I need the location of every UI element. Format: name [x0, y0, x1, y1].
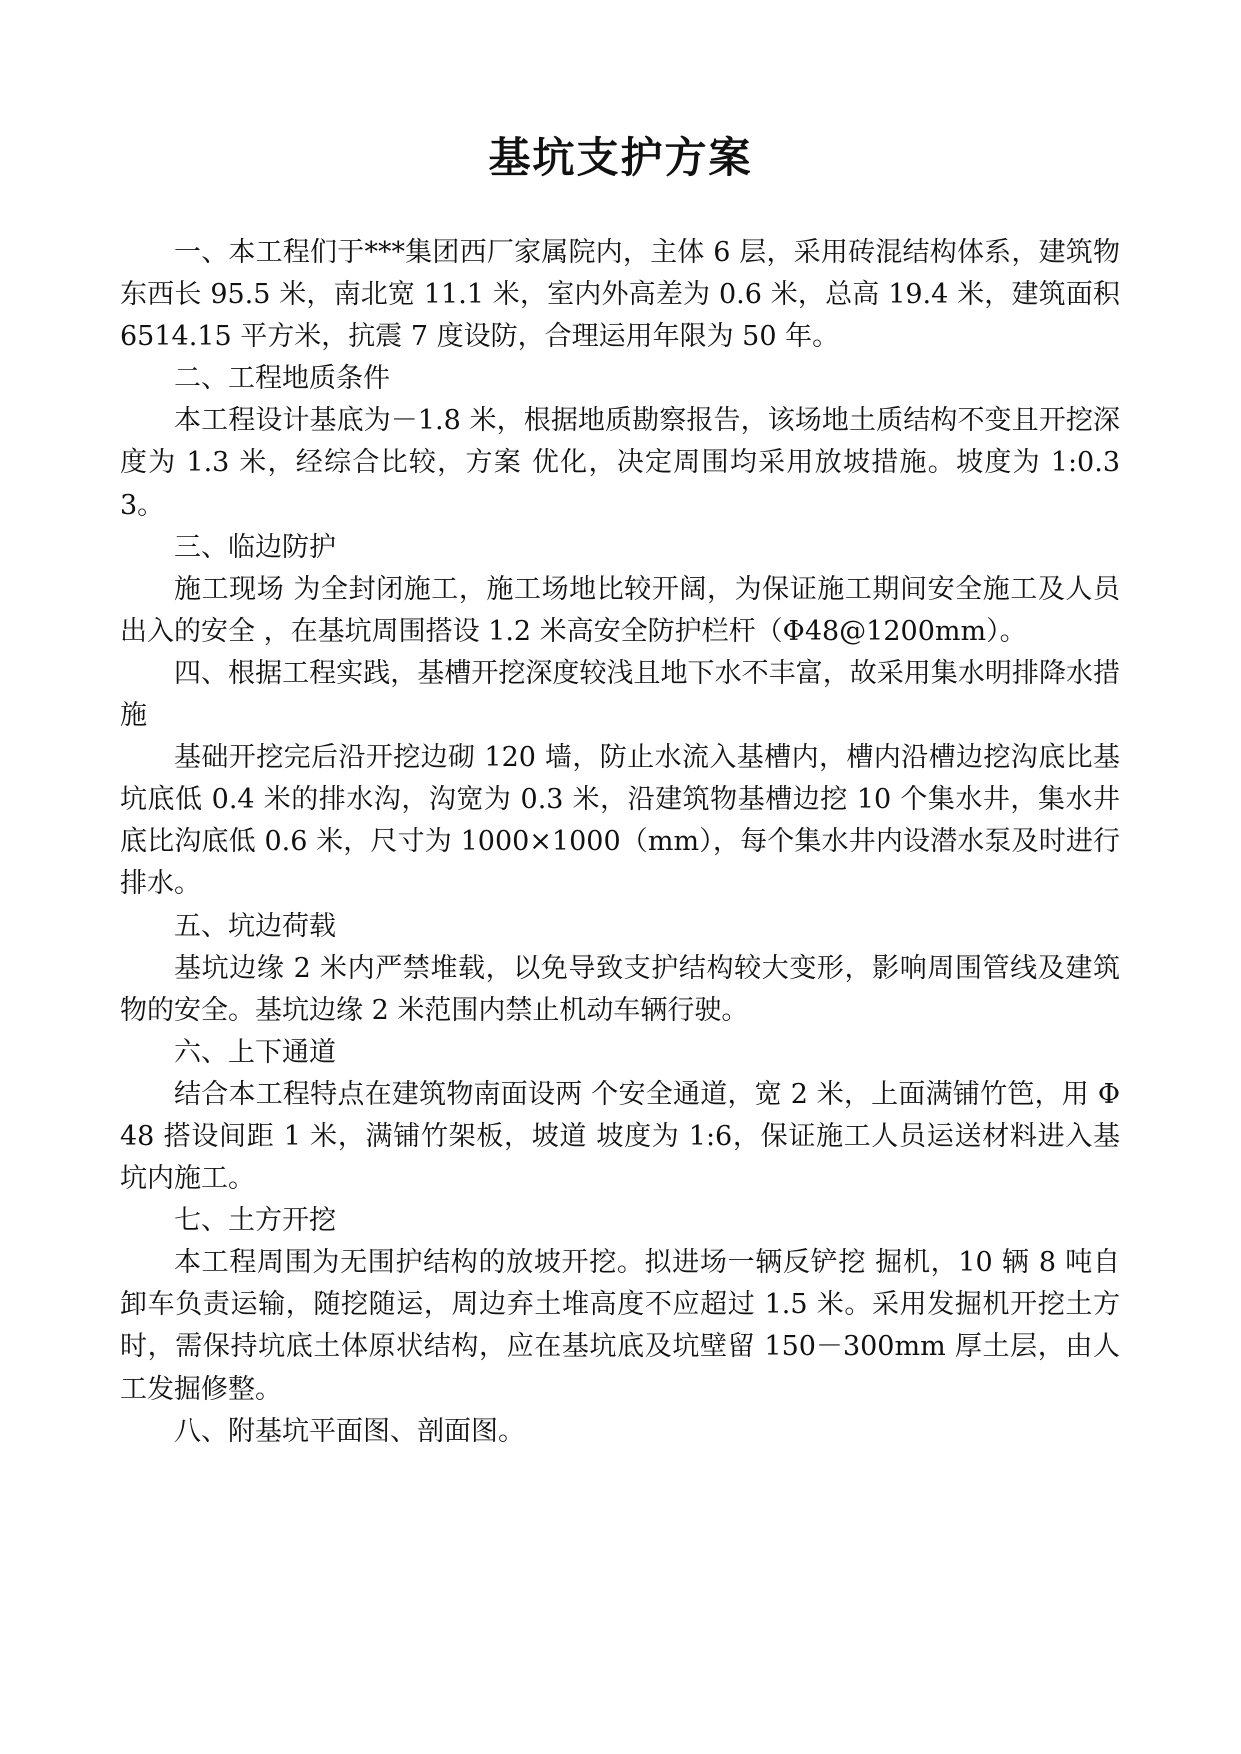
heading-pit-edge-load: 五、坑边荷载	[174, 910, 336, 942]
document-body	[120, 232, 1120, 1453]
document-title: 基坑支护方案	[488, 133, 753, 182]
paragraph-pit-edge-load: 基坑边缘 2 米内严禁堆载，以免导致支护结构较大变形，影响周围管线及建筑物的安全。基坑边缘 2 米范围内禁止机动车辆行驶。	[120, 952, 1120, 1026]
heading-geology: 二、工程地质条件	[174, 363, 390, 395]
heading-excavation: 七、土方开挖	[174, 1205, 336, 1237]
paragraph-project-overview: 一、本工程们于***集团西厂家属院内，主体 6 层，采用砖混结构体系，建筑物东西长 95.5 米，南北宽 11.1 米，室内外高差为 0.6 米，总高 19.4 米，建筑面积 6514.15 平方米，抗震 7 度设防，合理运用年限为 50 年。	[120, 237, 1120, 353]
paragraph-excavation: 本工程周围为无围护结构的放坡开挖。拟进场一辆反铲挖 掘机，10 辆 8 吨自卸车负责运输，随挖随运，周边弃土堆高度不应超过 1.5 米。采用发掘机开挖土方时，需保持坑底土体原状结构，应在基坑底及坑壁留 150－300mm 厚土层，由人工发掘修整。	[120, 1247, 1120, 1405]
paragraph-geology: 本工程设计基底为－1.8 米，根据地质勘察报告，该场地土质结构不变且开挖深度为 1.3 米，经综合比较，方案 优化，决定周围均采用放坡措施。坡度为 1:0.33。	[120, 405, 1120, 521]
paragraph-edge-protection: 施工现场 为全封闭施工，施工场地比较开阔，为保证施工期间安全施工及人员出入的安全 ，在基坑周围搭设 1.2 米高安全防护栏杆（Φ48@1200mm）。	[120, 573, 1120, 647]
paragraph-access-ramp: 结合本工程特点在建筑物南面设两 个安全通道，宽 2 米，上面满铺竹笆，用 Φ48 搭设间距 1 米，满铺竹架板，坡道 坡度为 1:6，保证施工人员运送材料进入基坑内施工。	[120, 1078, 1120, 1195]
heading-dewatering: 四、根据工程实践，基槽开挖深度较浅且地下水不丰富，故采用集水明排降水措施	[120, 657, 1120, 732]
heading-access-ramp: 六、上下通道	[174, 1036, 336, 1068]
heading-edge-protection: 三、临边防护	[174, 531, 336, 563]
paragraph-attachments: 八、附基坑平面图、剖面图。	[174, 1415, 525, 1447]
paragraph-dewatering: 基础开挖完后沿开挖边砌 120 墙，防止水流入基槽内，槽内沿槽边挖沟底比基坑底低 0.4 米的排水沟，沟宽为 0.3 米，沿建筑物基槽边挖 10 个集水井，集水井底比沟底低 0.6 米，尺寸为 1000×1000（mm），每个集水井内设潜水泵及时进行排水。	[120, 742, 1120, 900]
